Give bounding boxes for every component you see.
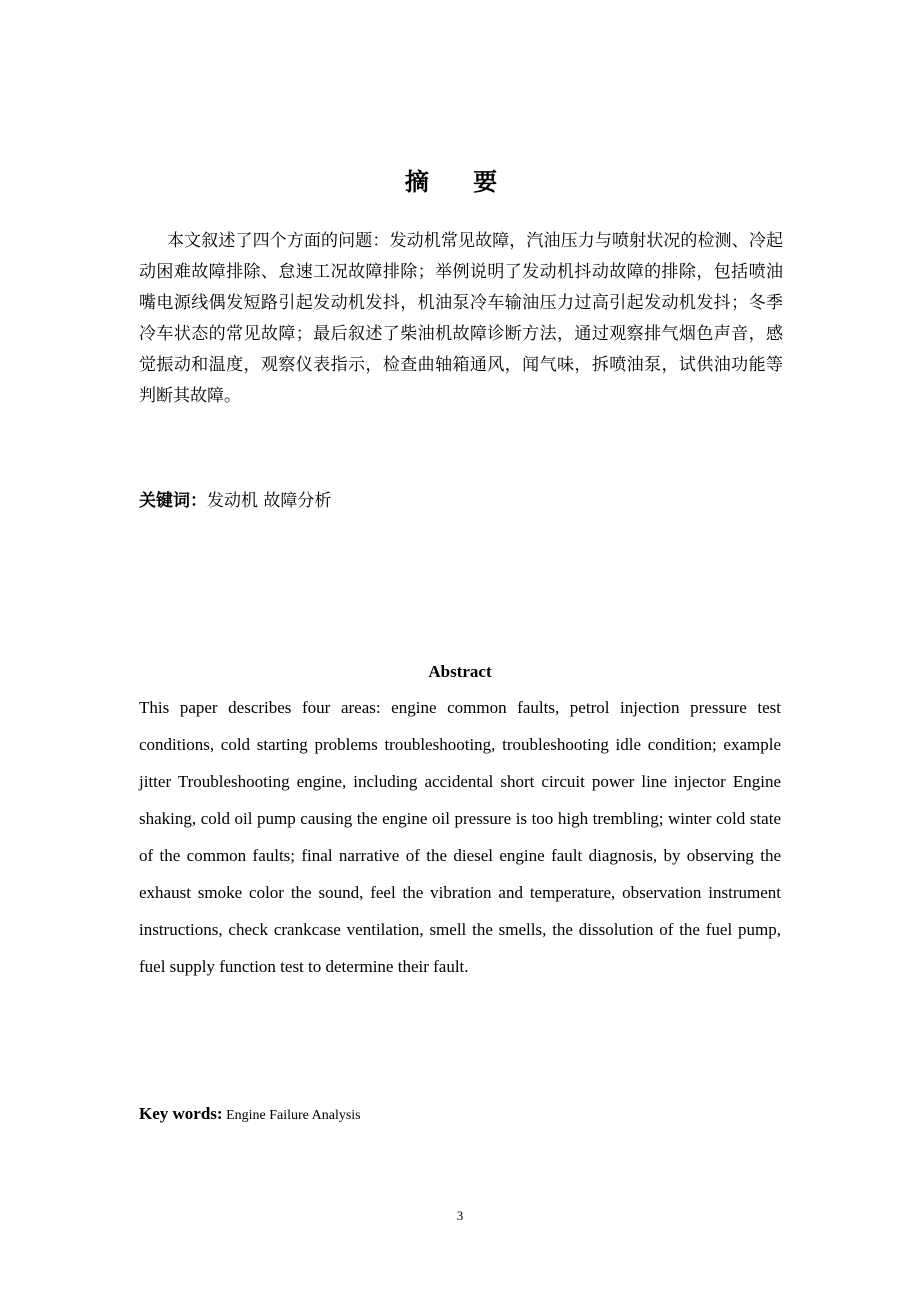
english-keywords-label: Key words: <box>139 1104 223 1123</box>
chinese-abstract-title: 摘 要 <box>404 168 516 196</box>
english-keywords-value: Engine Failure Analysis <box>222 1108 361 1123</box>
chinese-keywords <box>139 486 783 516</box>
english-keywords <box>139 1100 783 1130</box>
english-abstract-title: Abstract <box>428 662 492 681</box>
chinese-abstract-body: 本文叙述了四个方面的问题：发动机常见故障，汽油压力与喷射状况的检测、冷起动困难故障排除、怠速工况故障排除；举例说明了发动机抖动故障的排除，包括喷油嘴电源线偶发短路引起发动机发抖，机油泵冷车输油压力过高引起发动机发抖；冬季冷车状态的常见故障；最后叙述了柴油机故障诊断方法，通过观察排气烟色声音，感觉振动和温度，观察仪表指示，检查曲轴箱通风，闻气味，拆喷油泵，试供油功能等判断其故障。 <box>139 231 783 406</box>
english-abstract-body: This paper describes four areas: engine common faults, petrol injection pressure test conditions, cold starting problems troubleshooting, troubleshooting idle condition; example jitter Troubleshooting engine, including accidental short circuit power line injector Engine shaking, cold oil pump causing the engine oil pressure is too high trembling; winter cold state of the common faults; final narrative of the diesel engine fault diagnosis, by observing the exhaust smoke color the sound, feel the vibration and temperature, observation instrument instructions, check crankcase ventilation, smell the smells, the dissolution of the fuel pump, fuel supply function test to determine their fault. <box>139 698 781 976</box>
chinese-keywords-label: 关键词： <box>139 491 207 511</box>
page-number: 3 <box>456 1208 464 1223</box>
chinese-keywords-value: 发动机 故障分析 <box>207 491 332 511</box>
